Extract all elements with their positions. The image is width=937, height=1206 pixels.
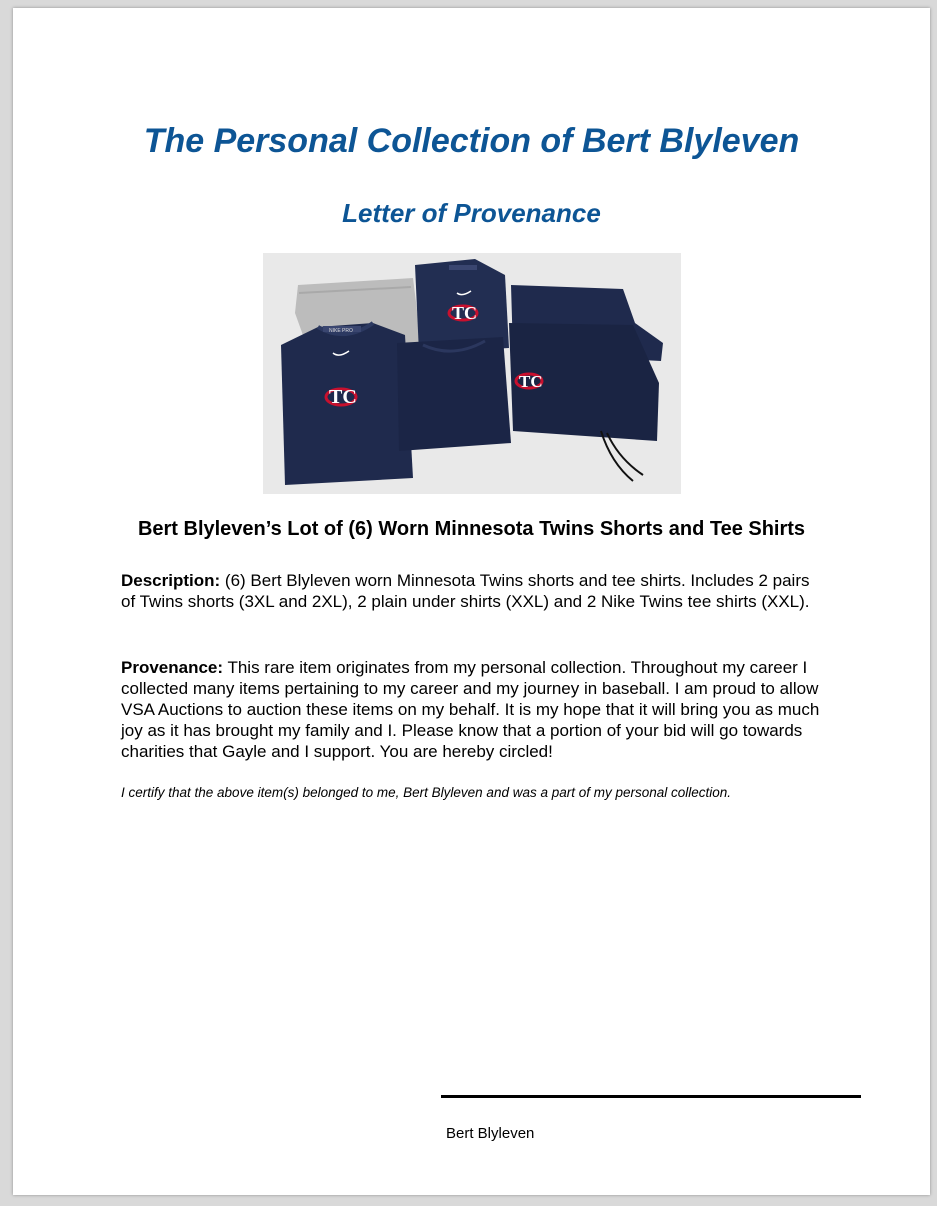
svg-text:TC: TC (452, 303, 478, 323)
svg-text:TC: TC (329, 386, 357, 408)
description-paragraph (121, 570, 821, 612)
provenance-paragraph (121, 657, 821, 762)
document-subtitle: Letter of Provenance (342, 198, 601, 228)
lot-photo (263, 253, 681, 494)
certification-statement: I certify that the above item(s) belonged to me, Bert Blyleven and was a part of my personal collection. (121, 785, 732, 800)
brand-label: NIKE PRO (329, 328, 353, 334)
signature-name: Bert Blyleven (446, 1125, 535, 1142)
description-label: Description: (121, 571, 221, 590)
twins-logo-icon (449, 303, 477, 323)
document-page (13, 8, 930, 1195)
description-text: (6) Bert Blyleven worn Minnesota Twins shorts and tee shirts. Includes 2 pairs of Twins shorts (3XL and 2XL), 2 plain under shirts (XXL) and 2 Nike Twins tee shirts (XXL). (121, 571, 810, 611)
lot-title: Bert Blyleven’s Lot of (6) Worn Minnesota Twins Shorts and Tee Shirts (137, 518, 806, 540)
document-title: The Personal Collection of Bert Blyleven (143, 122, 800, 160)
provenance-text: This rare item originates from my personal collection. Throughout my career I collected many items pertaining to my career and my journey in baseball. I am proud to allow VSA Auctions to auction these items on my behalf. It is my hope that it will bring you as much joy as it has brought my family and I. Please know that a portion of your bid will go towards charities that Gayle and I support. You are hereby circled! (121, 658, 820, 761)
signature-line (441, 1095, 861, 1098)
svg-text:TC: TC (519, 372, 543, 391)
twins-logo-icon (326, 386, 357, 408)
provenance-label: Provenance: (121, 658, 224, 677)
twins-logo-icon (516, 372, 543, 391)
